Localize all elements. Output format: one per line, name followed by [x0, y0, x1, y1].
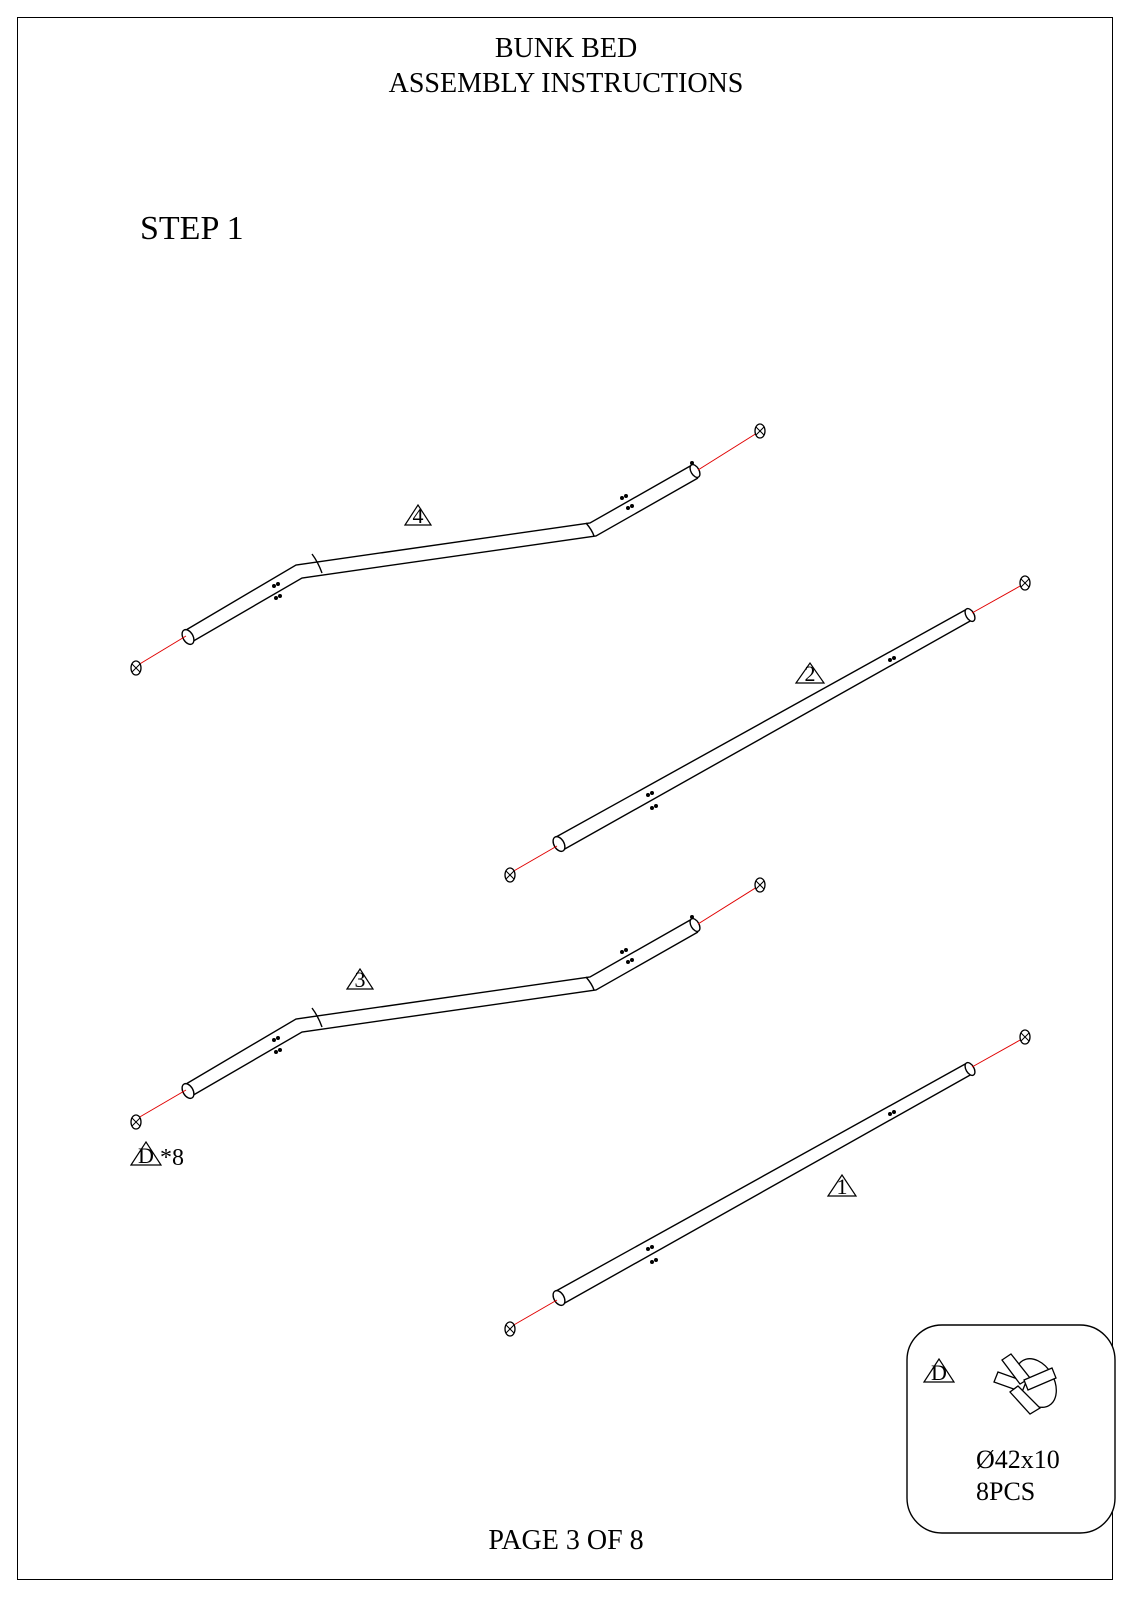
- hardware-box-letter: D: [931, 1360, 947, 1385]
- part-3-label: 3: [354, 967, 366, 992]
- part-1-straight-rail: [551, 1061, 977, 1307]
- cap-d-icon: [505, 1322, 515, 1336]
- cap-d-icon: [505, 868, 515, 882]
- guide-line: [138, 1090, 186, 1118]
- hardware-quantity: 8PCS: [976, 1477, 1036, 1506]
- guide-line: [512, 846, 557, 872]
- part-3-bent-rail: [180, 916, 702, 1101]
- part-2-straight-rail: [551, 607, 977, 853]
- guide-line: [972, 1039, 1022, 1067]
- part-4-bent-rail: [180, 462, 702, 647]
- page-number: PAGE 3 OF 8: [488, 1525, 644, 1556]
- hardware-callout-count: *8: [160, 1145, 184, 1171]
- guide-line: [698, 433, 757, 470]
- guide-line: [698, 887, 757, 924]
- document-subtitle: ASSEMBLY INSTRUCTIONS: [388, 68, 744, 99]
- part-2-label: 2: [804, 661, 816, 686]
- cap-d-icon: [131, 661, 141, 675]
- cap-d-icon: [1020, 576, 1030, 590]
- document-title: BUNK BED: [494, 33, 638, 64]
- cap-d-icon: [755, 424, 765, 438]
- cap-d-icon: [131, 1115, 141, 1129]
- part-1-label: 1: [836, 1174, 848, 1199]
- step-label: STEP 1: [140, 210, 244, 247]
- guide-line: [972, 585, 1022, 613]
- cap-d-icon: [1020, 1030, 1030, 1044]
- guide-line: [512, 1300, 557, 1326]
- hardware-callout-letter: D: [138, 1143, 154, 1168]
- hardware-size: Ø42x10: [976, 1445, 1060, 1474]
- cap-d-icon: [755, 878, 765, 892]
- guide-line: [138, 636, 186, 665]
- part-4-label: 4: [412, 503, 424, 528]
